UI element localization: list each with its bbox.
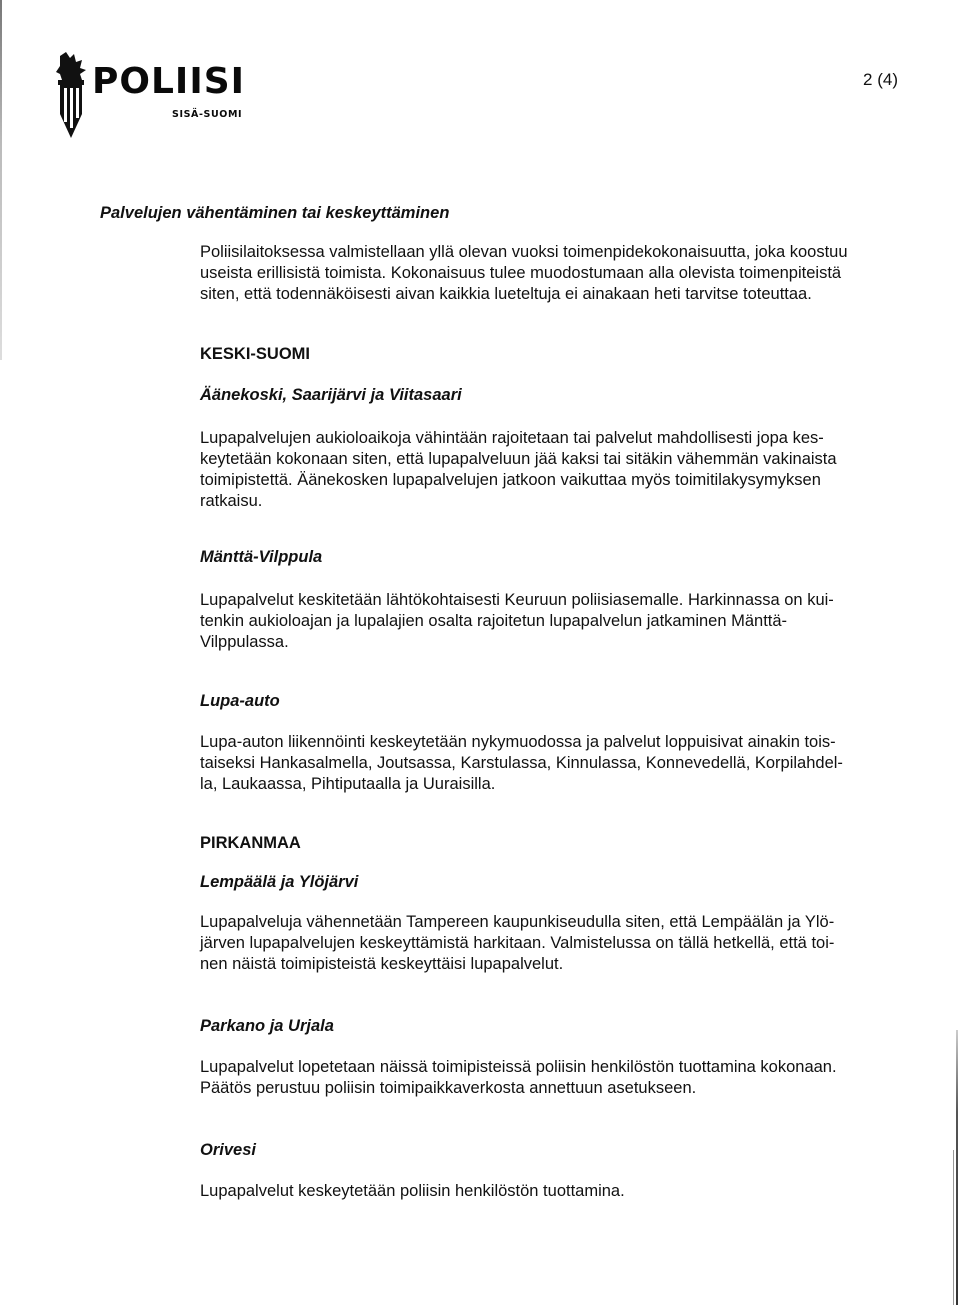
paragraph-line: taiseksi Hankasalmella, Joutsassa, Karstulassa, Kinnulassa, Konnevedellä, Korpilahdel-: [200, 754, 843, 772]
subheading-orivesi: Orivesi: [200, 1141, 256, 1159]
scan-edge-right: [956, 1030, 958, 1305]
intro-line: useista erillisistä toimista. Kokonaisuus tulee muodostumaan alla olevista toimenpiteistä: [200, 264, 842, 282]
paragraph-line: Lupapalvelujen aukioloaikoja vähintään rajoitetaan tai palvelut mahdollisesti jopa kes-: [200, 429, 824, 447]
paragraph-parkano-urjala: [200, 1057, 900, 1099]
logo-wordmark: POLIISI: [92, 61, 246, 102]
paragraph-line: nen näistä toimipisteistä keskeyttäisi lupapalvelut.: [200, 955, 564, 973]
paragraph-mantta-vilppula: [200, 590, 900, 653]
paragraph-line: Lupapalvelut lopetetaan näissä toimipisteissä poliisin henkilöstön tuottamina kokonaan.: [200, 1058, 837, 1076]
subheading-lupa-auto: Lupa-auto: [200, 692, 280, 710]
paragraph-aanekoski: [200, 428, 900, 512]
paragraph-line: Lupapalvelut keskeytetään poliisin henkilöstön tuottamina.: [200, 1182, 625, 1200]
region-heading-keski-suomi: KESKI-SUOMI: [200, 345, 311, 363]
paragraph-line: järven lupapalvelujen keskeyttämistä harkitaan. Valmistelussa on tällä hetkellä, että toi-: [200, 934, 835, 952]
paragraph-line: ratkaisu.: [200, 492, 263, 510]
police-logo: [52, 52, 252, 142]
region-heading-pirkanmaa: PIRKANMAA: [200, 834, 301, 852]
intro-line: Poliisilaitoksessa valmistellaan yllä olevan vuoksi toimenpidekokonaisuutta, joka koostuu: [200, 243, 848, 261]
paragraph-lupa-auto: [200, 732, 900, 795]
paragraph-orivesi: [200, 1181, 900, 1202]
subheading-mantta-vilppula: Mänttä-Vilppula: [200, 548, 323, 566]
paragraph-line: Lupapalvelut keskitetään lähtökohtaisesti Keuruun poliisiasemalle. Harkinnassa on kui-: [200, 591, 834, 609]
scan-edge-left: [0, 0, 2, 360]
paragraph-line: Lupapalveluja vähennetään Tampereen kaupunkiseudulla siten, että Lempäälän ja Ylö-: [200, 913, 835, 931]
scan-edge-right-secondary: [953, 1150, 954, 1305]
paragraph-line: Lupa-auton liikennöinti keskeytetään nykymuodossa ja palvelut loppuisivat ainakin tois-: [200, 733, 836, 751]
intro-line: siten, että todennäköisesti aivan kaikkia lueteltuja ei ainakaan heti tarvitse toteuttaa.: [200, 285, 812, 303]
paragraph-line: Vilppulassa.: [200, 633, 289, 651]
paragraph-line: la, Laukaassa, Pihtiputaalla ja Uuraisilla.: [200, 775, 496, 793]
subheading-parkano-urjala: Parkano ja Urjala: [200, 1017, 334, 1035]
police-emblem-icon: [52, 52, 92, 142]
paragraph-line: toimipistettä. Äänekosken lupapalvelujen jatkoon vaikuttaa myös toimitilakysymyksen: [200, 471, 821, 489]
section-heading: Palvelujen vähentäminen tai keskeyttäminen: [100, 204, 450, 222]
paragraph-line: tenkin aukioloajan ja lupalajien osalta rajoitetun lupapalvelun jatkaminen Mänttä-: [200, 612, 788, 630]
paragraph-line: keytetään kokonaan siten, että lupapalveluun jää kaksi tai sitäkin vähemmän vakinaista: [200, 450, 837, 468]
subheading-aanekoski: Äänekoski, Saarijärvi ja Viitasaari: [200, 386, 462, 404]
subheading-lempaala-ylojarvi: Lempäälä ja Ylöjärvi: [200, 873, 359, 891]
intro-paragraph: [200, 242, 900, 305]
logo-subtitle: SISÄ-SUOMI: [172, 109, 243, 120]
page-number: 2 (4): [863, 70, 898, 89]
paragraph-line: Päätös perustuu poliisin toimipaikkaverkosta annettuun asetukseen.: [200, 1079, 697, 1097]
paragraph-lempaala-ylojarvi: [200, 912, 900, 975]
